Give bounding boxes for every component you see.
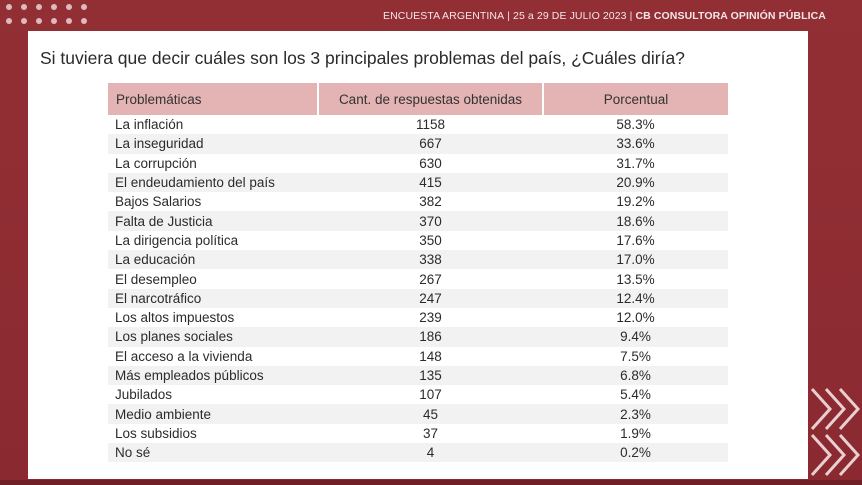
cell-problem: Los planes sociales — [108, 327, 318, 346]
results-table — [108, 83, 728, 462]
cell-problem: Los altos impuestos — [115, 310, 235, 326]
table-row — [108, 366, 728, 385]
cell-count: 4 — [318, 443, 543, 462]
cell-count: 107 — [419, 387, 442, 403]
cell-percent: 6.8% — [543, 366, 728, 385]
cell-problem: Falta de Justicia — [108, 211, 318, 230]
table-body — [108, 115, 728, 462]
content-card — [28, 31, 808, 479]
cell-count: 37 — [422, 425, 439, 441]
bottom-bar — [0, 480, 862, 485]
cell-percent: 17.0% — [543, 250, 728, 269]
table-row — [108, 211, 728, 230]
table-row — [108, 424, 728, 443]
question-title: Si tuviera que decir cuáles son los 3 principales problemas del país, ¿Cuáles diría? — [40, 48, 685, 68]
column-header-count: Cant. de respuestas obtenidas — [318, 83, 543, 115]
cell-percent: 17.6% — [616, 232, 655, 248]
table-row — [108, 347, 728, 366]
cell-percent: 0.2% — [543, 443, 728, 462]
cell-percent: 12.0% — [616, 310, 655, 326]
cell-percent: 31.7% — [616, 155, 655, 171]
survey-name: ENCUESTA ARGENTINA — [382, 10, 505, 22]
cell-problem: El desempleo — [115, 271, 197, 287]
cell-percent: 58.3% — [616, 117, 655, 133]
cell-percent: 9.4% — [543, 327, 728, 346]
slide-header: ENCUESTA ARGENTINA | 25 a 29 DE JULIO 2023 | CB CONSULTORA OPINIÓN PÚBLICA — [382, 10, 826, 22]
cell-percent: 1.9% — [620, 425, 651, 441]
cell-count: 338 — [318, 250, 543, 269]
table-header-row — [108, 83, 728, 115]
cell-count: 350 — [419, 232, 442, 248]
cell-problem: Medio ambiente — [108, 404, 318, 423]
cell-percent: 33.6% — [543, 134, 728, 153]
cell-percent: 13.5% — [616, 271, 655, 287]
table-row — [108, 308, 728, 327]
survey-dates: 25 a 29 DE JULIO 2023 — [513, 10, 627, 22]
cell-count: 267 — [419, 271, 442, 287]
column-header-percent: Porcentual — [543, 83, 728, 115]
cell-problem: La dirigencia política — [115, 232, 239, 248]
cell-percent: 18.6% — [543, 211, 728, 230]
cell-percent: 7.5% — [620, 348, 651, 364]
table-row — [108, 192, 728, 211]
cell-count: 667 — [318, 134, 543, 153]
cell-count: 135 — [318, 366, 543, 385]
cell-problem: El endeudamiento del país — [108, 173, 318, 192]
cell-count: 382 — [419, 194, 442, 210]
cell-count: 239 — [419, 310, 442, 326]
cell-count: 1158 — [415, 117, 446, 133]
cell-percent: 20.9% — [543, 173, 728, 192]
brand-name: CB CONSULTORA OPINIÓN PÚBLICA — [635, 10, 826, 22]
cell-problem: Jubilados — [115, 387, 173, 403]
cell-percent: 12.4% — [543, 289, 728, 308]
table-row — [108, 231, 728, 250]
cell-percent: 19.2% — [616, 194, 655, 210]
cell-problem: La educación — [108, 250, 318, 269]
cell-percent: 2.3% — [543, 404, 728, 423]
cell-count: 370 — [318, 211, 543, 230]
table-row — [108, 173, 728, 192]
table-row — [108, 134, 728, 153]
table-row — [108, 404, 728, 423]
cell-problem: La inseguridad — [108, 134, 318, 153]
decorative-dots — [6, 4, 98, 28]
table-row — [108, 385, 728, 404]
decorative-chevrons — [804, 385, 862, 485]
cell-count: 415 — [318, 173, 543, 192]
table-row — [108, 443, 728, 462]
cell-problem: No sé — [108, 443, 318, 462]
cell-percent: 5.4% — [620, 387, 651, 403]
table-row — [108, 289, 728, 308]
cell-count: 630 — [419, 155, 442, 171]
cell-count: 148 — [419, 348, 442, 364]
table-row — [108, 327, 728, 346]
cell-problem: El narcotráfico — [108, 289, 318, 308]
cell-count: 45 — [318, 404, 543, 423]
table-row — [108, 115, 728, 134]
table-row — [108, 250, 728, 269]
cell-count: 247 — [318, 289, 543, 308]
cell-problem: Más empleados públicos — [108, 366, 318, 385]
table-row — [108, 269, 728, 288]
cell-problem: Bajos Salarios — [115, 194, 202, 210]
cell-problem: El acceso a la vivienda — [115, 348, 253, 364]
cell-problem: La corrupción — [115, 155, 197, 171]
table-row — [108, 154, 728, 173]
column-header-problem: Problemáticas — [108, 83, 318, 115]
cell-problem: Los subsidios — [115, 425, 197, 441]
cell-problem: La inflación — [115, 117, 184, 133]
cell-count: 186 — [318, 327, 543, 346]
